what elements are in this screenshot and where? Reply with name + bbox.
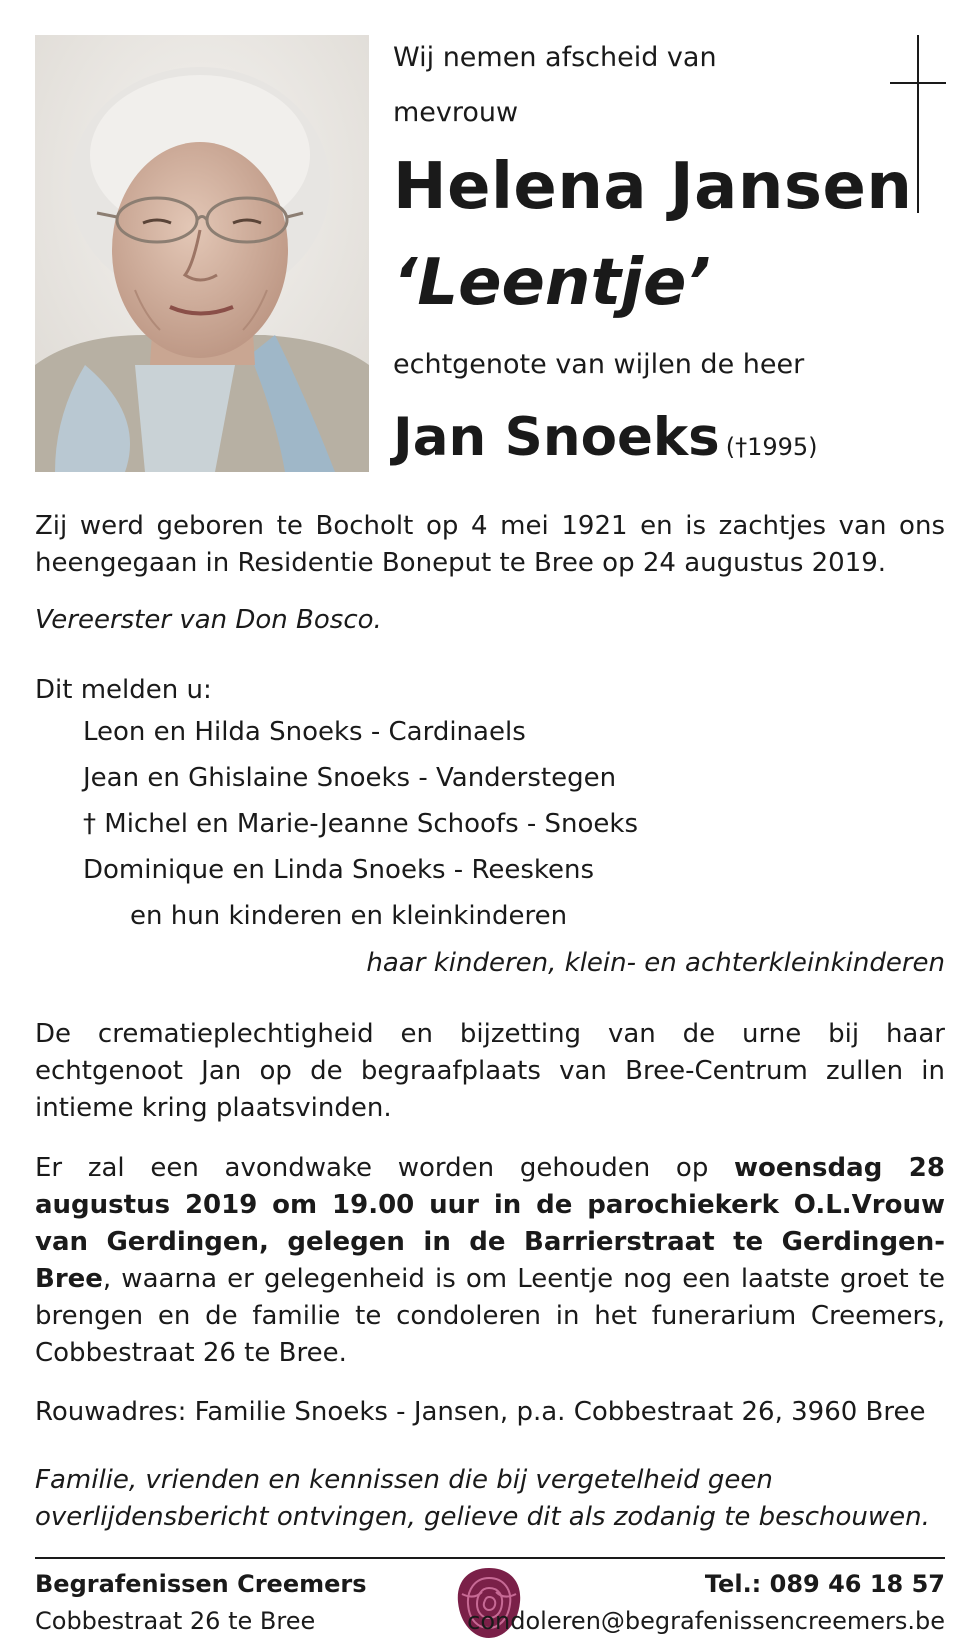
closing-note: Familie, vrienden en kennissen die bij vergetelheid geen overlijdensbericht ontvingen, gelieve dit als zodanig te beschouwen. — [35, 1465, 930, 1532]
spouse-death-year: (†1995) — [725, 433, 818, 461]
honor-line: Vereerster van Don Bosco. — [35, 605, 382, 635]
relation-line: haar kinderen, klein- en achterkleinkinderen — [366, 948, 945, 978]
wake-details: woensdag 28 augustus 2019 om 19.00 uur in de parochiekerk O.L.Vrouw van Gerdingen, gelegen in de Barrierstraat te Gerdingen-Bree — [35, 1153, 945, 1294]
announce-label: Dit melden u: — [35, 675, 212, 705]
deceased-nickname: ‘Leentje’ — [393, 246, 711, 320]
wake-after: , waarna er gelegenheid is om Leentje nog een laatste groet te brengen en de familie te condoleren in het funerarium Creemers, Cobbestraat 26 te Bree. — [35, 1264, 945, 1368]
mourning-address: Rouwadres: Familie Snoeks - Jansen, p.a. Cobbestraat 26, 3960 Bree — [35, 1397, 926, 1427]
birth-death-paragraph: Zij werd geboren te Bocholt op 4 mei 1921 en is zachtjes van ons heengegaan in Residentie Boneput te Bree op 24 augustus 2019. — [35, 511, 945, 578]
spouse-line — [393, 407, 818, 468]
wake-intro: Er zal een avondwake worden gehouden op — [35, 1153, 735, 1183]
cremation-paragraph: De crematieplechtigheid en bijzetting van de urne bij haar echtgenoot Jan op de begraafplaats van Bree-Centrum zullen in intieme kring plaatsvinden. — [35, 1019, 945, 1123]
family-member: Leon en Hilda Snoeks - Cardinaels — [83, 717, 526, 747]
funeral-company: Begrafenissen Creemers — [35, 1570, 367, 1598]
wake-paragraph — [35, 1150, 945, 1372]
family-member: † Michel en Marie-Jeanne Schoofs - Snoeks — [83, 809, 639, 839]
spouse-intro: echtgenote van wijlen de heer — [393, 349, 805, 380]
intro-line-1: Wij nemen afscheid van — [393, 42, 717, 73]
portrait-photo — [35, 35, 369, 472]
spouse-name: Jan Snoeks — [393, 407, 720, 468]
footer-divider — [35, 1557, 945, 1559]
family-member: Jean en Ghislaine Snoeks - Vanderstegen — [83, 763, 617, 793]
intro-line-2: mevrouw — [393, 97, 519, 128]
company-email[interactable]: condoleren@begrafenissencreemers.be — [467, 1607, 945, 1635]
company-address: Cobbestraat 26 te Bree — [35, 1607, 316, 1635]
deceased-name: Helena Jansen — [393, 150, 913, 224]
family-member: Dominique en Linda Snoeks - Reeskens — [83, 855, 595, 885]
company-phone: Tel.: 089 46 18 57 — [704, 1570, 945, 1598]
family-member: en hun kinderen en kleinkinderen — [130, 901, 568, 931]
